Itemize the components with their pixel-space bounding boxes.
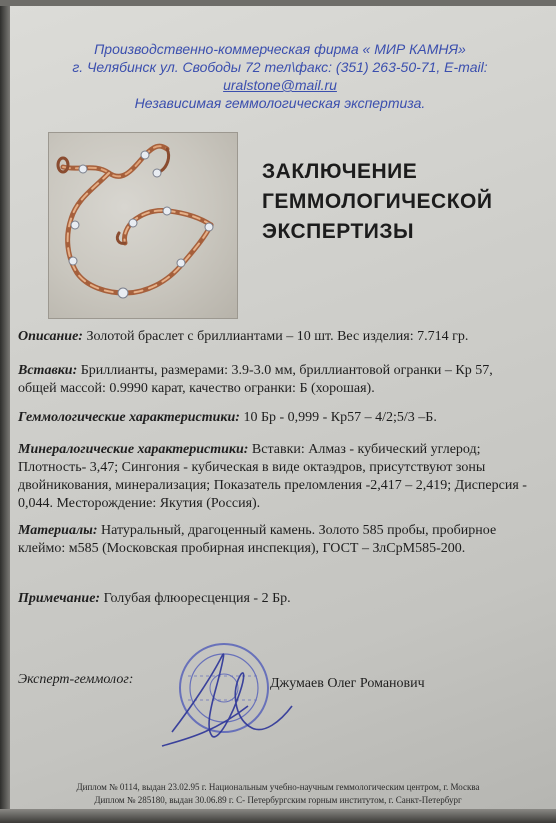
- description-text: Золотой браслет с бриллиантами – 10 шт. Вес изделия: 7.714 гр.: [86, 329, 469, 344]
- gemological-text: 10 Бр - 0,999 - Кр57 – 4/2;5/3 –Б.: [243, 410, 437, 425]
- mineralogical-text-1: Вставки: Алмаз - кубический углерод;: [251, 442, 481, 457]
- mineralogical-text-4: 0,044. Месторождение: Якутия (Россия).: [18, 496, 261, 511]
- company-name: Производственно-коммерческая фирма « МИР КАМНЯ»: [94, 41, 466, 57]
- mineralogical-text-3: двойникования, минерализация; Показатель преломления -2,417 – 2,419; Дисперсия -: [18, 478, 527, 493]
- gold-bracelet-photo: [48, 132, 238, 319]
- inserts-text-2: общей массой: 0.9990 карат, качество огранки: Б (хорошая).: [18, 381, 375, 396]
- materials-label: Материалы:: [18, 523, 98, 538]
- section-materials: [18, 522, 546, 558]
- bracelet-image: [49, 133, 237, 318]
- section-mineralogical: [18, 441, 546, 513]
- materials-text-1: Натуральный, драгоценный камень. Золото 585 пробы, пробирное: [101, 523, 497, 538]
- mineralogical-label: Минералогические характеристики:: [18, 442, 249, 457]
- company-service: Независимая геммологическая экспертиза.: [134, 95, 426, 111]
- title-line-3: ЭКСПЕРТИЗЫ: [262, 220, 415, 243]
- seal-stamp-icon: [152, 636, 302, 756]
- inserts-label: Вставки:: [18, 363, 78, 378]
- expert-label: Эксперт-геммолог:: [18, 672, 134, 687]
- sheet-edge-left: [0, 0, 10, 823]
- description-label: Описание:: [18, 329, 83, 344]
- expert-name: Джумаев Олег Романович: [270, 676, 425, 691]
- company-email: uralstone@mail.ru: [223, 77, 337, 93]
- diploma-line-2: Диплом № 285180, выдан 30.06.89 г. С- Петербургским горным институтом, г. Санкт-Петербург: [94, 795, 462, 805]
- inserts-text-1: Бриллианты, размерами: 3.9-3.0 мм, бриллиантовой огранки – Кр 57,: [80, 363, 493, 378]
- title-line-2: ГЕММОЛОГИЧЕСКОЙ: [262, 190, 493, 213]
- section-gemological: [18, 409, 546, 427]
- note-label: Примечание:: [18, 591, 101, 606]
- materials-text-2: клеймо: м585 (Московская пробирная инспекция), ГОСТ – ЗлСрМ585-200.: [18, 541, 466, 556]
- title-line-1: ЗАКЛЮЧЕНИЕ: [262, 160, 418, 183]
- section-inserts: [18, 362, 546, 398]
- note-text: Голубая флюоресценция - 2 Бр.: [103, 591, 291, 606]
- section-note: [18, 590, 546, 608]
- mineralogical-text-2: Плотность- 3,47; Сингония - кубическая в виде октаэдров, присутствуют зоны: [18, 460, 486, 475]
- diploma-line-1: Диплом № 0114, выдан 23.02.95 г. Национальным учебно-научным геммологическим центром, г. Москва: [76, 782, 480, 792]
- sheet-edge-top: [0, 0, 556, 6]
- section-description: [18, 328, 546, 346]
- gemological-label: Геммологические характеристики:: [18, 410, 240, 425]
- sheet-edge-bottom: [0, 809, 556, 823]
- company-address: г. Челябинск ул. Свободы 72 тел\факс: (351) 263-50-71, E-mail:: [72, 59, 488, 75]
